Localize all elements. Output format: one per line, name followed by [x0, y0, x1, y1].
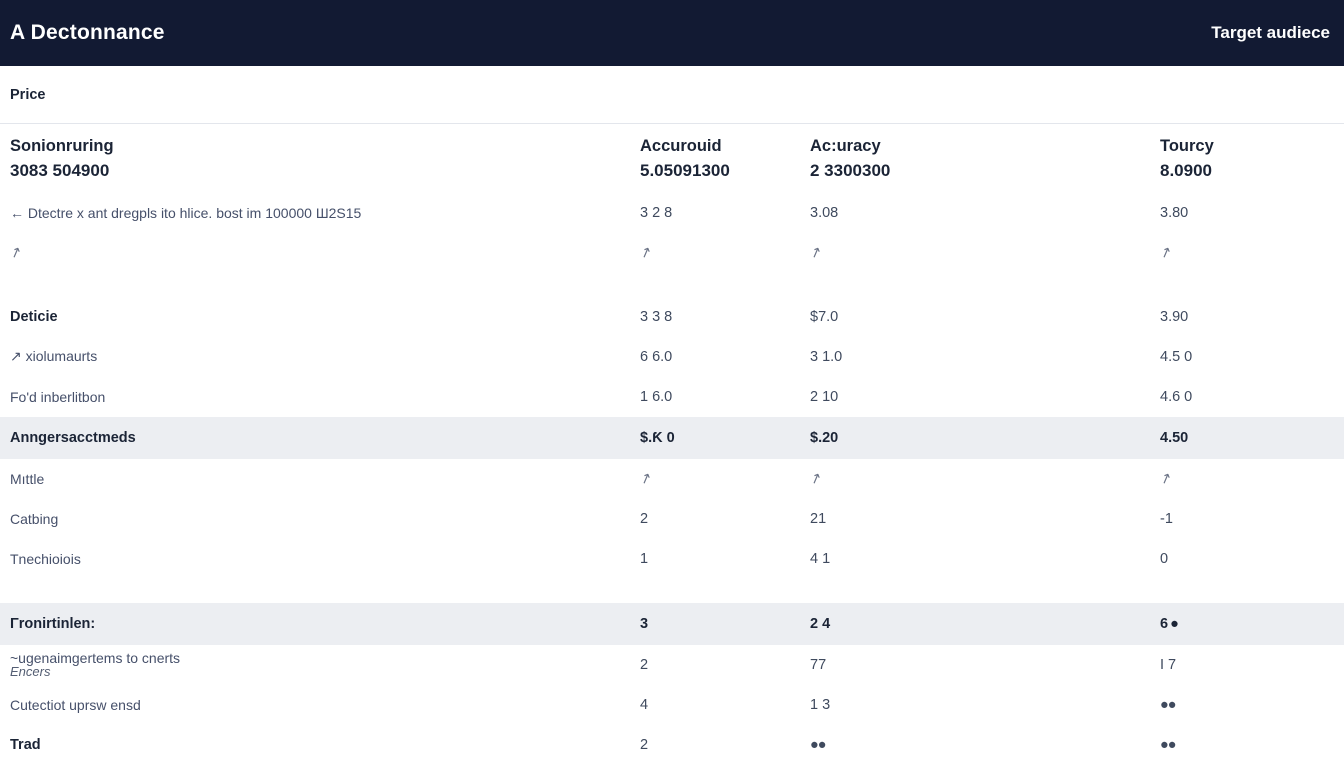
row-value: 1 6.0 [640, 388, 673, 405]
table-group-row[interactable] [0, 603, 1344, 645]
row-mark-icon: ↗ [1157, 242, 1175, 262]
column-header-1: Accurouid 5.05091300 [640, 137, 730, 180]
row-mark-icon: ↗ [637, 242, 655, 262]
row-value: 0 [1160, 550, 1169, 567]
row-label: ← Dtectre x ant dregpls ito hlice. bost im 100000 Ш2S15 [10, 204, 362, 221]
row-value: ●● [1160, 696, 1176, 713]
row-label-text: ~ugenaimgertems to cnerts [10, 650, 181, 667]
row-label: Cutectiot uprsw ensd [10, 696, 141, 713]
group-value: 4.50 [1160, 429, 1189, 446]
row-mark-icon: ↗ [807, 468, 825, 488]
group-label: Γronirtinlen: [10, 615, 96, 632]
row-value: $7.0 [810, 308, 839, 325]
row-label: Fo'd inberlitbon [10, 388, 106, 405]
spacer-row [0, 579, 1344, 603]
header-right-label: Target audiece [1211, 23, 1330, 42]
row-value: 3.90 [1160, 308, 1189, 325]
row-value: 6 6.0 [640, 348, 673, 365]
table-header-row [0, 124, 1344, 193]
row-value: 1 [640, 550, 649, 567]
group-value: $.20 [810, 429, 839, 446]
row-label: Catbing [10, 510, 59, 527]
row-label: Trad [10, 736, 41, 753]
table-row[interactable] [0, 233, 1344, 273]
row-value: -1 [1160, 510, 1173, 527]
table-row[interactable] [0, 725, 1344, 765]
row-mark-icon: ↗ [637, 468, 655, 488]
row-value: 4 1 [810, 550, 831, 567]
row-value: 4 [640, 696, 649, 713]
group-value: 3 [640, 615, 649, 632]
row-value: 3.80 [1160, 204, 1189, 221]
row-value: ●● [1160, 736, 1176, 753]
table-row[interactable] [0, 297, 1344, 337]
row-value: 21 [810, 510, 827, 527]
comparison-table [0, 124, 1344, 765]
column-header-2: Ac:uracy 2 3300300 [810, 137, 891, 180]
subheader [0, 66, 1344, 124]
row-value: 4.5 0 [1160, 348, 1193, 365]
row-value: ●● [810, 736, 826, 753]
row-value: 4.6 0 [1160, 388, 1193, 405]
row-value: I 7 [1160, 656, 1177, 673]
row-value: 1 3 [810, 696, 831, 713]
table-row[interactable] [0, 645, 1344, 685]
group-value: 6 ● [1160, 615, 1178, 632]
row-value: 2 [640, 656, 649, 673]
table-row[interactable] [0, 685, 1344, 725]
subheader-label: Price [10, 86, 46, 103]
row-value: 3 2 8 [640, 204, 673, 221]
row-label: Deticie [10, 308, 58, 325]
row-mark-icon: ↗ [1157, 468, 1175, 488]
spacer-row [0, 273, 1344, 297]
row-value: 77 [810, 656, 827, 673]
row-value: 3 3 8 [640, 308, 673, 325]
row-value: 3.08 [810, 204, 839, 221]
row-label: Tnechioiois [10, 550, 81, 567]
row-mark-icon: ↗ [807, 242, 825, 262]
table-row[interactable] [0, 539, 1344, 579]
group-value: 2 4 [810, 615, 831, 632]
row-label: ↗ xiolumaurts [10, 348, 98, 365]
row-value: 2 10 [810, 388, 839, 405]
row-mark-icon: ↗ [7, 242, 25, 262]
table-row[interactable] [0, 337, 1344, 377]
row-label [0, 645, 640, 685]
table-row[interactable] [0, 193, 1344, 233]
table-row[interactable] [0, 499, 1344, 539]
page-title: A Dectonnance [10, 21, 165, 44]
row-value: 2 [640, 736, 649, 753]
column-header-0: Sonionruring 3083 504900 [10, 137, 114, 180]
group-value: $.Ƙ 0 [640, 429, 675, 446]
app-header [0, 0, 1344, 66]
row-label: Mıttle [10, 470, 45, 487]
row-sub-note: Encers [10, 664, 51, 680]
table-row[interactable] [0, 377, 1344, 417]
table-group-row[interactable] [0, 417, 1344, 459]
table-row[interactable] [0, 459, 1344, 499]
row-value: 2 [640, 510, 649, 527]
column-header-3: Tourcy 8.0900 [1160, 137, 1214, 180]
row-value: 3 1.0 [810, 348, 843, 365]
group-label: Anngersacctmeds [10, 429, 136, 446]
